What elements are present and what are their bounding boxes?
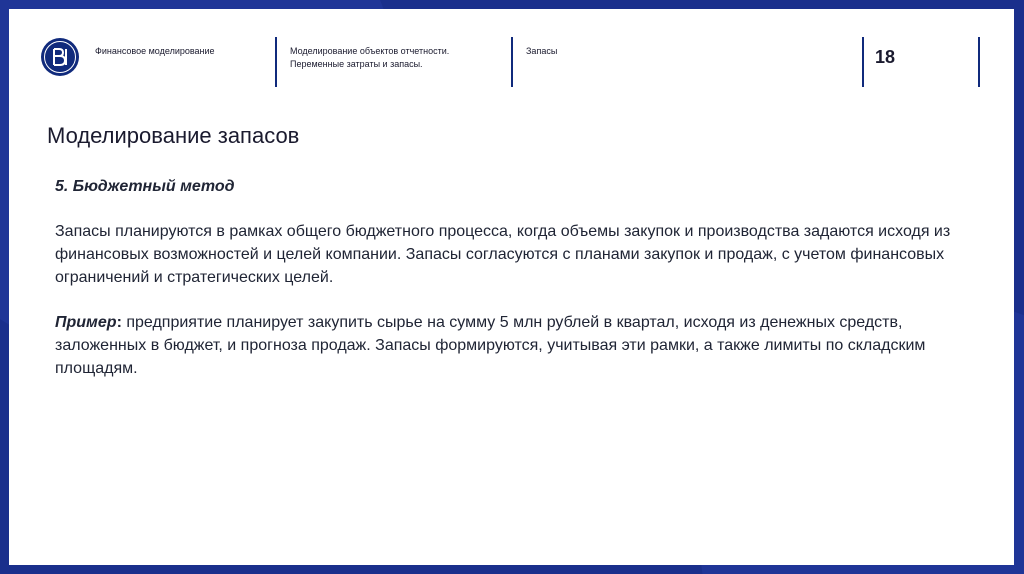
subheading: 5. Бюджетный метод [55, 178, 235, 195]
hse-logo [41, 38, 79, 76]
slide-title: Моделирование запасов [47, 123, 300, 148]
example-paragraph [55, 311, 985, 380]
hse-logo-icon [41, 38, 79, 76]
header-divider [275, 37, 277, 87]
example-text: предприятие планирует закупить сырье на сумму 5 млн рублей в квартал, исходя из денежных средств, заложенных в бюджет, и прогноза продаж. Запасы формируются, учитывая эти рамки, а также лимиты по складским площадям. [55, 314, 926, 377]
header-section: Запасы [526, 46, 558, 56]
slide [9, 9, 1014, 565]
header-topic: Моделирование объектов отчетности. Переменные затраты и запасы. [290, 46, 450, 69]
header-divider [511, 37, 513, 87]
header-divider [862, 37, 864, 87]
slide-content [55, 175, 985, 402]
header-divider [978, 37, 980, 87]
example-colon: : [116, 314, 122, 331]
body-paragraph: Запасы планируются в рамках общего бюджетного процесса, когда объемы закупок и производства задаются исходя из финансовых возможностей и целей компании. Запасы согласуются с планами закупок и продаж, с учетом финансовых ограничений и стратегических целей. [55, 223, 951, 286]
example-label: Пример [55, 314, 117, 331]
header-course: Финансовое моделирование [95, 46, 215, 56]
page-number: 18 [875, 47, 896, 67]
